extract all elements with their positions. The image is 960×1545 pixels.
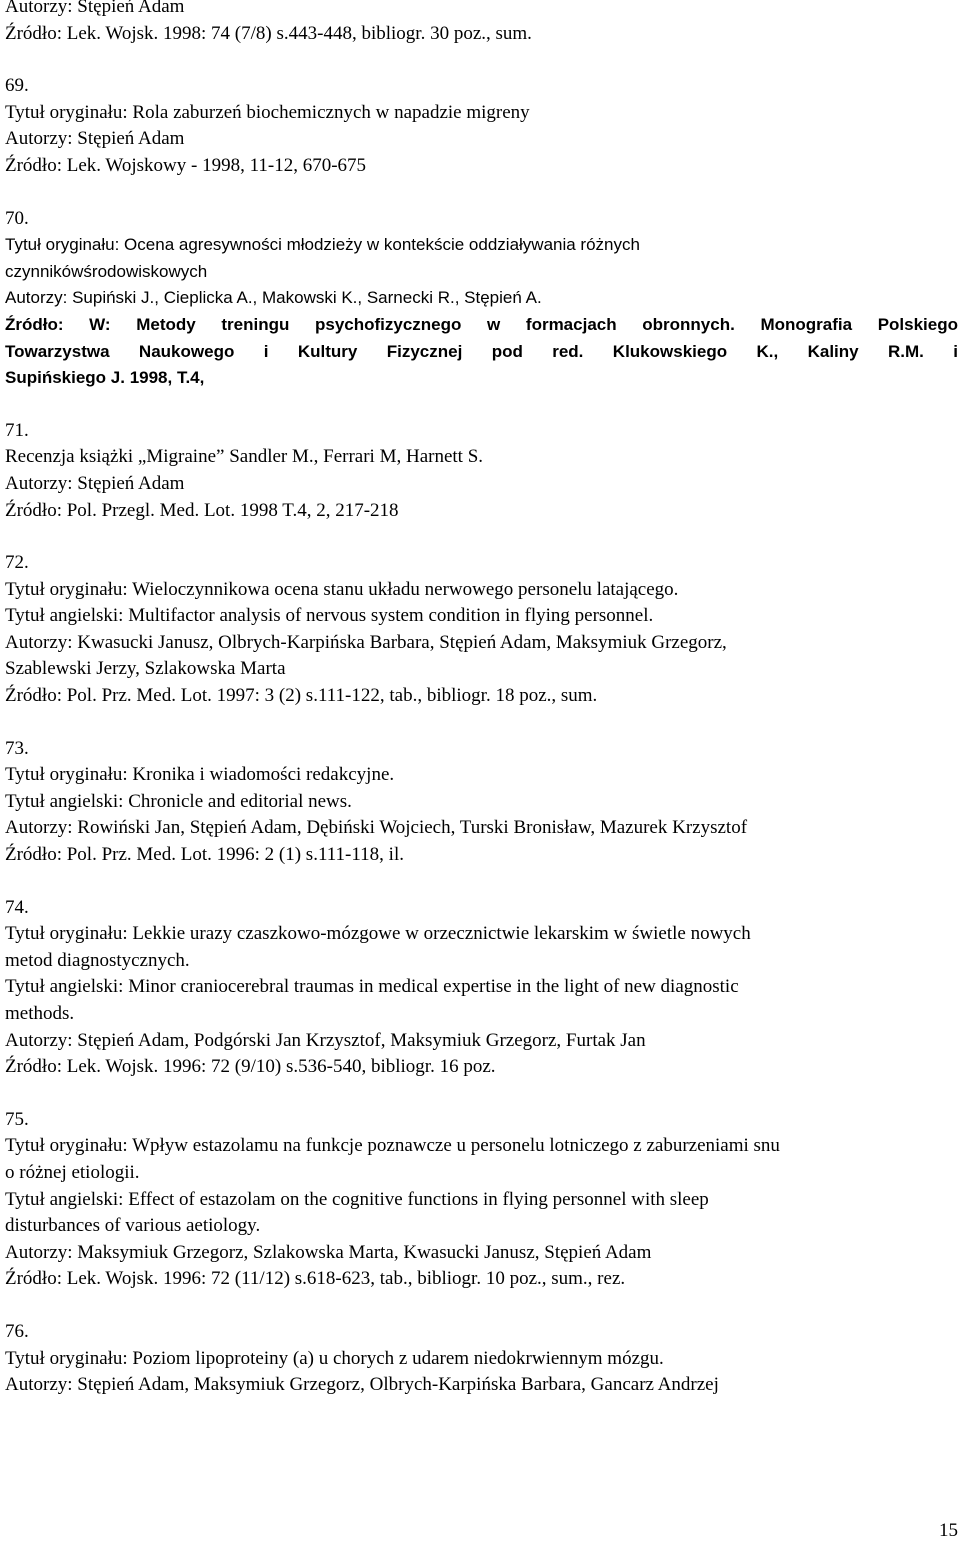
original-title-cont: o różnej etiologii. [5, 1161, 140, 1183]
source: Źródło: Pol. Przegl. Med. Lot. 1998 T.4, 2, 217-218 [5, 499, 399, 521]
source: Źródło: W: Metody treningu psychofizycznego w formacjach obronnych. Monografia Polskiego [5, 314, 958, 334]
source: Źródło: Pol. Prz. Med. Lot. 1997: 3 (2) s.111-122, tab., bibliogr. 18 poz., sum. [5, 685, 598, 707]
entry-number: 70. [5, 207, 29, 229]
entry-69 [5, 73, 960, 179]
source: Źródło: Lek. Wojsk. 1996: 72 (9/10) s.536-540, bibliogr. 16 poz. [5, 1056, 496, 1078]
original-title: Tytuł oryginału: Lekkie urazy czaszkowo-mózgowe w orzecznictwie lekarskim w świetle nowych [5, 923, 751, 945]
original-title: Tytuł oryginału: Ocena agresywności młodzieży w kontekście oddziaływania różnych [5, 235, 640, 255]
original-title: Tytuł oryginału: Kronika i wiadomości redakcyjne. [5, 764, 395, 786]
original-title: Tytuł oryginału: Wieloczynnikowa ocena stanu układu nerwowego personelu latającego. [5, 578, 679, 600]
english-title: Tytuł angielski: Chronicle and editorial news. [5, 790, 352, 812]
source-cont: Supińskiego J. 1998, T.4, [5, 368, 205, 388]
entry-70 [5, 206, 960, 392]
authors: Autorzy: Maksymiuk Grzegorz, Szlakowska Marta, Kwasucki Janusz, Stępień Adam [5, 1241, 652, 1263]
source-cont: Towarzystwa Naukowego i Kultury Fizycznej pod red. Klukowskiego K., Kaliny R.M. i [5, 341, 958, 361]
authors: Autorzy: Stępień Adam, Podgórski Jan Krzysztof, Maksymiuk Grzegorz, Furtak Jan [5, 1029, 646, 1051]
english-title: Tytuł angielski: Effect of estazolam on the cognitive functions in flying personnel with sleep [5, 1188, 709, 1210]
authors: Autorzy: Stępień Adam [5, 0, 185, 17]
entry-75 [5, 1107, 960, 1293]
entry-number: 74. [5, 896, 29, 918]
page-number: 15 [939, 1520, 958, 1541]
entry-number: 71. [5, 419, 29, 441]
authors: Autorzy: Rowiński Jan, Stępień Adam, Dębiński Wojciech, Turski Bronisław, Mazurek Krzysztof [5, 817, 748, 839]
authors: Autorzy: Kwasucki Janusz, Olbrych-Karpińska Barbara, Stępień Adam, Maksymiuk Grzegorz, [5, 631, 727, 653]
source: Źródło: Lek. Wojsk. 1996: 72 (11/12) s.618-623, tab., bibliogr. 10 poz., sum., rez. [5, 1268, 626, 1290]
original-title-cont: metod diagnostycznych. [5, 949, 190, 971]
book-review: Recenzja książki „Migraine” Sandler M., Ferrari M, Harnett S. [5, 446, 484, 468]
source: Źródło: Pol. Prz. Med. Lot. 1996: 2 (1) s.111-118, il. [5, 844, 404, 866]
entry-number: 75. [5, 1108, 29, 1130]
authors: Autorzy: Stępień Adam [5, 128, 185, 150]
entry-73 [5, 736, 960, 869]
authors: Autorzy: Stępień Adam [5, 472, 185, 494]
entry-68-tail [5, 0, 960, 47]
entry-number: 76. [5, 1320, 29, 1342]
source: Źródło: Lek. Wojsk. 1998: 74 (7/8) s.443-448, bibliogr. 30 poz., sum. [5, 22, 532, 44]
authors: Autorzy: Stępień Adam, Maksymiuk Grzegorz, Olbrych-Karpińska Barbara, Gancarz Andrzej [5, 1374, 719, 1396]
entry-76 [5, 1319, 960, 1399]
entry-71 [5, 418, 960, 524]
entry-74 [5, 895, 960, 1081]
source: Źródło: Lek. Wojskowy - 1998, 11-12, 670-675 [5, 154, 367, 176]
entry-number: 73. [5, 737, 29, 759]
original-title: Tytuł oryginału: Poziom lipoproteiny (a) u chorych z udarem niedokrwiennym mózgu. [5, 1347, 664, 1369]
entry-number: 69. [5, 75, 29, 97]
english-title: Tytuł angielski: Minor craniocerebral traumas in medical expertise in the light of new diagnostic [5, 976, 739, 998]
entry-number: 72. [5, 552, 29, 574]
english-title-cont: disturbances of various aetiology. [5, 1215, 261, 1237]
english-title: Tytuł angielski: Multifactor analysis of nervous system condition in flying personnel. [5, 605, 654, 627]
authors: Autorzy: Supiński J., Cieplicka A., Makowski K., Sarnecki R., Stępień A. [5, 288, 542, 308]
authors-cont: Szablewski Jerzy, Szlakowska Marta [5, 658, 286, 680]
document-body [5, 0, 960, 1399]
entry-72 [5, 550, 960, 710]
english-title-cont: methods. [5, 1003, 75, 1024]
original-title-cont: czynnikówśrodowiskowych [5, 261, 208, 281]
original-title: Tytuł oryginału: Wpływ estazolamu na funkcje poznawcze u personelu lotniczego z zaburzeniami snu [5, 1135, 780, 1157]
original-title: Tytuł oryginału: Rola zaburzeń biochemicznych w napadzie migreny [5, 101, 530, 123]
